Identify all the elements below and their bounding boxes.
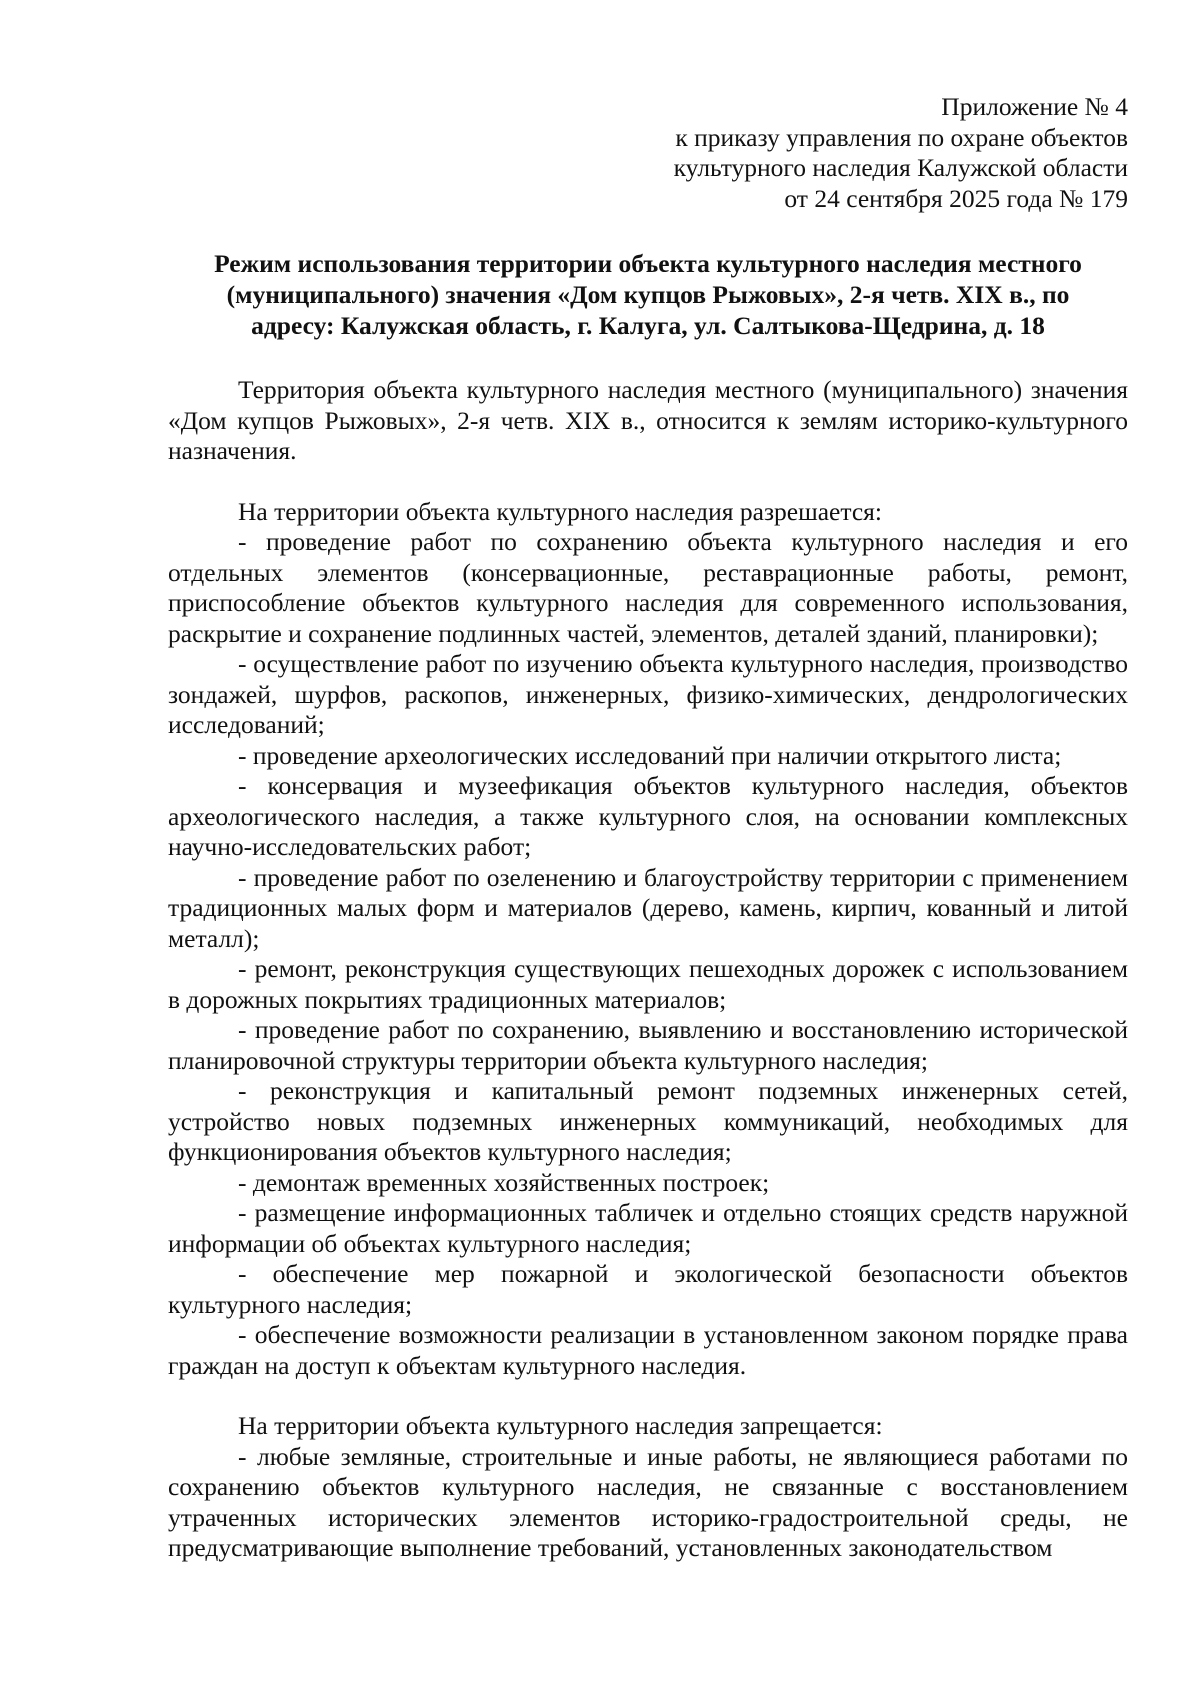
- forbidden-section: [168, 1411, 1128, 1564]
- annex-number: Приложение № 4: [941, 92, 1128, 121]
- title-line: адресу: Калужская область, г. Калуга, ул. Салтыкова-Щедрина, д. 18: [251, 311, 1045, 340]
- allowed-item: - ремонт, реконструкция существующих пешеходных дорожек с использованием в дорожных покрытиях традиционных материалов;: [168, 954, 1128, 1014]
- annex-authority: культурного наследия Калужской области: [673, 153, 1128, 182]
- allowed-item: - осуществление работ по изучению объекта культурного наследия, производство зондажей, шурфов, раскопов, инженерных, физико-химических, дендрологических исследований;: [168, 649, 1128, 739]
- allowed-heading: На территории объекта культурного наследия разрешается:: [238, 496, 882, 526]
- allowed-section: [168, 497, 1128, 1382]
- annex-order-ref: к приказу управления по охране объектов: [675, 122, 1128, 152]
- allowed-item: - проведение работ по сохранению, выявлению и восстановлению исторической планировочной структуры территории объекта культурного наследия;: [168, 1015, 1128, 1075]
- allowed-item: - обеспечение мер пожарной и экологической безопасности объектов культурного наследия;: [168, 1259, 1128, 1319]
- allowed-item: - проведение работ по сохранению объекта культурного наследия и его отдельных элементов (консервационные, реставрационные работы, ремонт, приспособление объектов культурного наследия для современного использования, раскрытие и сохранение подлинных частей, элементов, деталей зданий, планировки);: [168, 527, 1128, 648]
- title-line: Режим использования территории объекта культурного наследия местного: [214, 249, 1082, 278]
- title-line: (муниципального) значения «Дом купцов Рыжовых», 2-я четв. XIX в., по: [226, 280, 1070, 309]
- document-page: [168, 92, 1128, 1564]
- document-title: [168, 248, 1128, 341]
- forbidden-item: - любые земляные, строительные и иные работы, не являющиеся работами по сохранению объектов культурного наследия, не связанные с восстановлением утраченных исторических элементов историко-градостроительной среды, не предусматривающие выполнение требований, установленных законодательством: [168, 1441, 1128, 1562]
- allowed-item: - проведение работ по озеленению и благоустройству территории с применением традиционных малых форм и материалов (дерево, камень, кирпич, кованный и литой металл);: [168, 862, 1128, 953]
- allowed-item: - консервация и музеефикация объектов культурного наследия, объектов археологического наследия, а также культурного слоя, на основании комплексных научно-исследовательских работ;: [168, 771, 1128, 861]
- forbidden-heading: На территории объекта культурного наследия запрещается:: [238, 1411, 883, 1440]
- allowed-item: - обеспечение возможности реализации в установленном законом порядке права граждан на доступ к объектам культурного наследия.: [168, 1320, 1128, 1380]
- allowed-item: - размещение информационных табличек и отдельно стоящих средств наружной информации об объектах культурного наследия;: [168, 1198, 1128, 1258]
- intro-paragraph: Территория объекта культурного наследия местного (муниципального) значения «Дом купцов Рыжовых», 2-я четв. XIX в., относится к землям историко-культурного назначения.: [168, 375, 1128, 465]
- annex-header: [168, 92, 1128, 214]
- allowed-item: - демонтаж временных хозяйственных построек;: [238, 1167, 770, 1197]
- allowed-item: - реконструкция и капитальный ремонт подземных инженерных сетей, устройство новых подземных инженерных коммуникаций, необходимых для функционирования объектов культурного наследия;: [168, 1076, 1128, 1166]
- allowed-item: - проведение археологических исследований при наличии открытого листа;: [238, 740, 1062, 770]
- annex-date: от 24 сентября 2025 года № 179: [784, 183, 1128, 213]
